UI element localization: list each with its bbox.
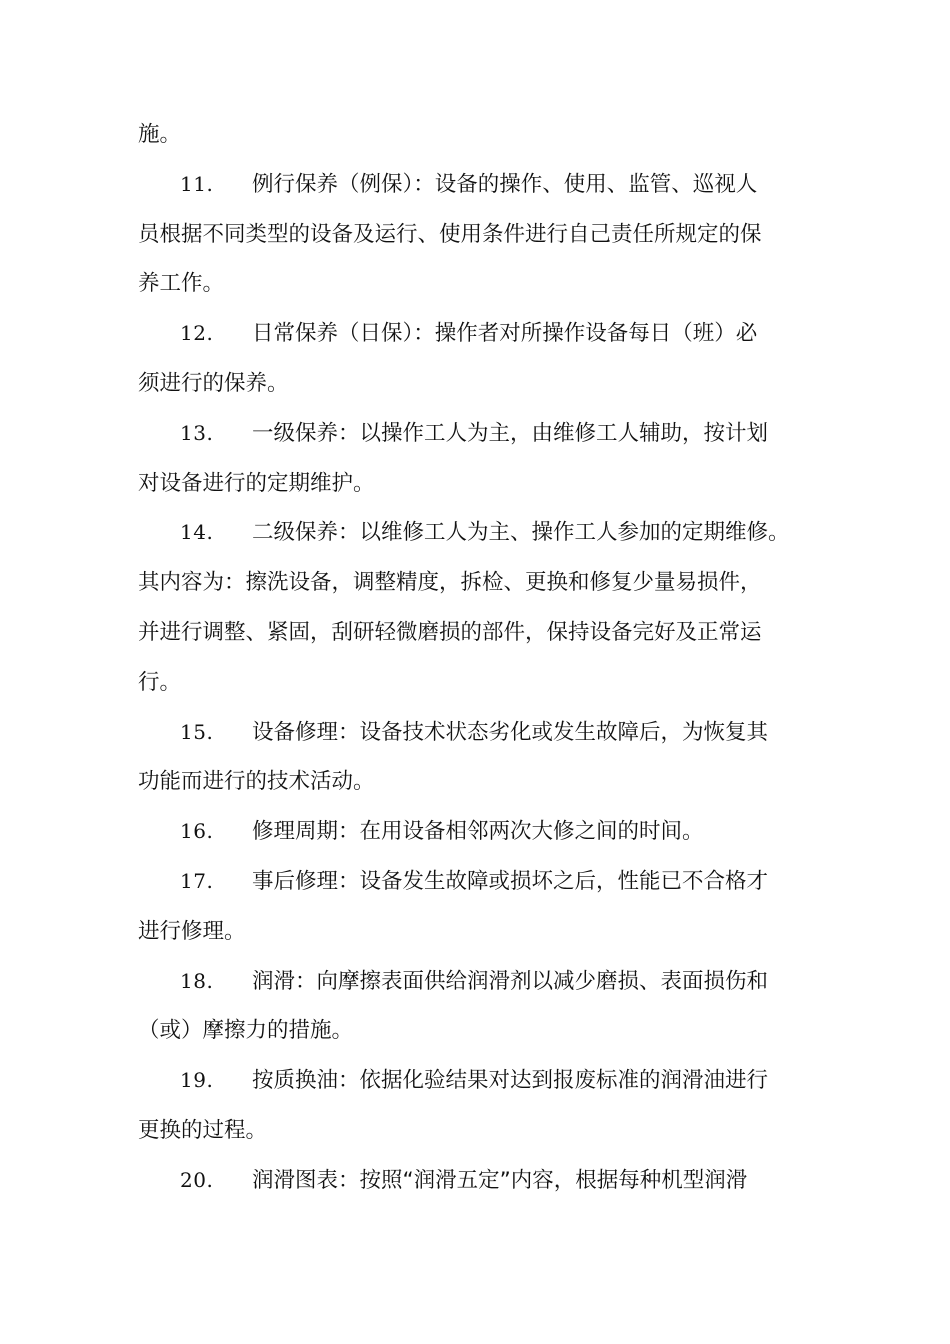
paragraph-text: 按质换油：依据化验结果对达到报废标准的润滑油进行 (252, 1068, 769, 1094)
paragraph-line (138, 359, 823, 409)
paragraph-first-line (138, 409, 823, 459)
paragraph-number: 15. (180, 719, 214, 744)
paragraph-line (138, 1106, 823, 1156)
paragraph-text: 润滑图表：按照“润滑五定”内容，根据每种机型润滑 (252, 1167, 748, 1193)
paragraph-line (138, 210, 823, 260)
paragraph-number: 17. (180, 868, 214, 893)
paragraph-text: 行。 (138, 669, 182, 695)
paragraph-number: 12. (180, 321, 214, 346)
paragraph-line (138, 1006, 823, 1056)
paragraph-first-line (138, 708, 823, 758)
paragraph-text: （或）摩擦力的措施。 (138, 1018, 354, 1044)
paragraph-text: 功能而进行的技术活动。 (138, 769, 375, 795)
paragraph-line (138, 459, 823, 509)
paragraph-text: 例行保养（例保）：设备的操作、使用、监管、巡视人 (252, 171, 758, 197)
paragraph-number: 16. (180, 819, 214, 844)
paragraph-first-line (138, 110, 823, 160)
paragraph-line (138, 259, 823, 309)
paragraph-text: 养工作。 (138, 271, 225, 297)
paragraph-text: 事后修理：设备发生故障或损坏之后，性能已不合格才 (252, 868, 769, 894)
paragraph-text: 日常保养（日保）：操作者对所操作设备每日（班）必 (252, 321, 758, 347)
paragraph-line (138, 608, 823, 658)
paragraph-first-line (138, 1156, 823, 1206)
paragraph-number: 20. (180, 1167, 214, 1192)
paragraph-text: 并进行调整、紧固，刮研轻微磨损的部件，保持设备完好及正常运 (138, 619, 762, 645)
document-body (138, 110, 823, 1206)
paragraph-first-line (138, 309, 823, 359)
paragraph-number: 19. (180, 1068, 214, 1093)
paragraph-first-line (138, 807, 823, 857)
paragraph-number: 14. (180, 520, 214, 545)
paragraph-first-line (138, 857, 823, 907)
paragraph-line (138, 757, 823, 807)
paragraph-text: 修理周期：在用设备相邻两次大修之间的时间。 (252, 819, 704, 845)
paragraph-text: 二级保养：以维修工人为主、操作工人参加的定期维修。 (252, 520, 790, 546)
paragraph-line (138, 658, 823, 708)
paragraph-number: 13. (180, 420, 214, 445)
paragraph-first-line (138, 160, 823, 210)
paragraph-line (138, 558, 823, 608)
paragraph-number: 18. (180, 968, 214, 993)
paragraph-text: 进行修理。 (138, 918, 246, 944)
paragraph-text: 员根据不同类型的设备及运行、使用条件进行自己责任所规定的保 (138, 221, 762, 247)
paragraph-text: 润滑：向摩擦表面供给润滑剂以减少磨损、表面损伤和 (252, 968, 769, 994)
paragraph-text: 对设备进行的定期维护。 (138, 470, 375, 496)
paragraph-number: 11. (180, 171, 214, 196)
paragraph-first-line (138, 1056, 823, 1106)
paragraph-first-line (138, 508, 823, 558)
paragraph-text: 设备修理：设备技术状态劣化或发生故障后，为恢复其 (252, 719, 769, 745)
paragraph-text: 更换的过程。 (138, 1117, 268, 1143)
paragraph-text: 须进行的保养。 (138, 370, 289, 396)
paragraph-line (138, 907, 823, 957)
paragraph-text: 施。 (138, 122, 182, 147)
paragraph-text: 其内容为：擦洗设备，调整精度，拆检、更换和修复少量易损件， (138, 570, 762, 596)
paragraph-first-line (138, 957, 823, 1007)
paragraph-text: 一级保养：以操作工人为主，由维修工人辅助，按计划 (252, 420, 769, 446)
